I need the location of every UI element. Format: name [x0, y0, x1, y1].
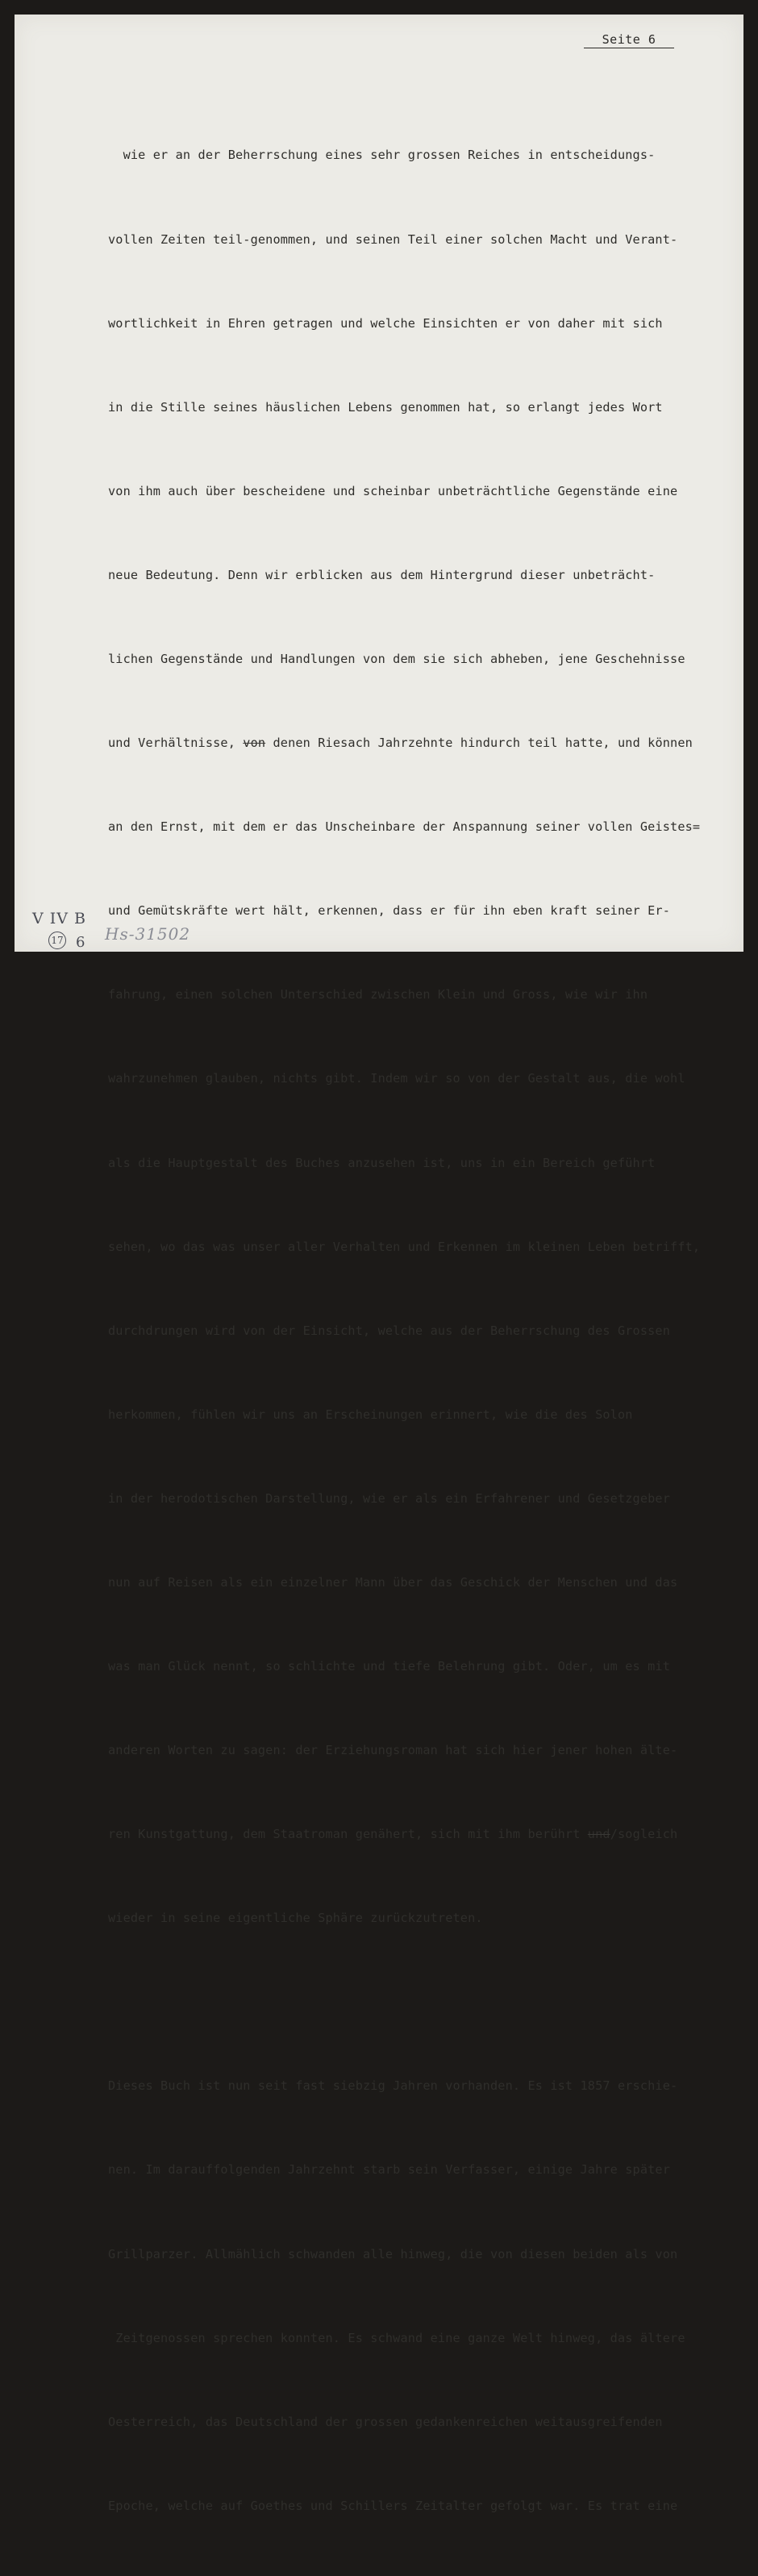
text-line: lichen Gegenstände und Handlungen von dem sie sich abheben, jene Geschehnisse — [108, 651, 685, 666]
text-line: durchdrungen wird von der Einsicht, welche aus der Beherrschung des Grossen — [108, 1323, 671, 1338]
text-segment: ren Kunstgattung, dem Staatroman genähert, sich mit ihm berührt — [108, 1827, 588, 1842]
text-segment: denen Riesach Jahrzehnte hindurch teil hatte, und können — [265, 736, 693, 751]
sheet-number: 6 — [76, 934, 85, 951]
text-line: in der herodotischen Darstellung, wie er als ein Erfahrener und Gesetzgeber — [108, 1490, 671, 1506]
text-line: herkommen, fühlen wir uns an Erscheinungen erinnert, wie die des Solon — [108, 1407, 633, 1422]
text-line: von ihm auch über bescheidene und scheinbar unbeträchtliche Gegenstände eine — [108, 483, 678, 498]
page-number: Seite 6 — [584, 32, 674, 48]
text-line: nun auf Reisen als ein einzelner Mann über das Geschick der Menschen und das — [108, 1575, 678, 1590]
archive-signature: Hs-31502 — [105, 924, 191, 944]
archive-mark: V IV B — [32, 910, 86, 927]
text-segment: und Verhältnisse, — [108, 736, 244, 751]
text-line: an den Ernst, mit dem er das Unscheinbare der Anspannung seiner vollen Geistes= — [108, 819, 701, 835]
text-line: wortlichkeit in Ehren getragen und welche Einsichten er von daher mit sich — [108, 315, 663, 331]
struck-word: und — [587, 1827, 610, 1842]
text-line: wahrzunehmen glauben, nichts gibt. Indem wir so von der Gestalt aus, die wohl — [108, 1071, 685, 1086]
text-line: nen. Im darauffolgenden Jahrzehnt starb sein Verfasser, einige Jahre später — [108, 2162, 671, 2178]
text-line — [108, 729, 745, 757]
paragraph-gap — [108, 1988, 745, 2016]
text-line: als die Hauptgestalt des Buches anzusehen ist, uns in ein Bereich geführt — [108, 1155, 656, 1170]
text-line: was man Glück nennt, so schlichte und tiefe Belehrung gibt. Oder, um es mit — [108, 1659, 671, 1674]
text-line: wieder in seine eigentliche Sphäre zurückzutreten. — [108, 1911, 483, 1926]
text-line: Dieses Buch ist nun seit fast siebzig Jahren vorhanden. Es ist 1857 erschie- — [108, 2078, 678, 2094]
text-line: sehen, wo das was unser aller Verhalten und Erkennen im kleinen Leben betrifft, — [108, 1239, 701, 1254]
text-line: und Gemütskräfte wert hält, erkennen, dass er für ihn eben kraft seiner Er- — [108, 903, 671, 919]
document-page — [15, 15, 743, 2513]
text-line: Grillparzer. Allmählich schwanden alle hinweg, die von diesen beiden als von — [108, 2246, 678, 2261]
body-text — [108, 85, 745, 2576]
text-line: vollen Zeiten teil-genommen, und seinen Teil einer solchen Macht und Verant- — [108, 231, 678, 247]
text-segment: /sogleich — [610, 1827, 678, 1842]
text-line: anderen Worten zu sagen: der Erziehungsroman hat sich hier jener hohen älte- — [108, 1743, 678, 1758]
text-line: wie er an der Beherrschung eines sehr grossen Reiches in entscheidungs- — [108, 148, 656, 163]
text-line: in die Stille seines häuslichen Lebens genommen hat, so erlangt jedes Wort — [108, 399, 663, 415]
text-line: Zeitgenossen sprechen konnten. Es schwand eine ganze Welt hinweg, das ältere — [108, 2330, 685, 2345]
item-number: 17 — [48, 932, 66, 949]
text-line: neue Bedeutung. Denn wir erblicken aus dem Hintergrund dieser unbeträcht- — [108, 567, 656, 582]
struck-word: von — [243, 736, 266, 751]
text-line: fahrung, einen solchen Unterschied zwischen Klein und Gross, wie wir ihn — [108, 987, 648, 1002]
text-line: Oesterreich, das Deutschland der grossen gedankenreichen weitausgreifenden — [108, 2414, 663, 2429]
text-line: Epoche, welche auf Goethes und Schillers Zeitalter gefolgt war. Es trat eine — [108, 2498, 678, 2513]
text-line — [108, 1820, 745, 1849]
